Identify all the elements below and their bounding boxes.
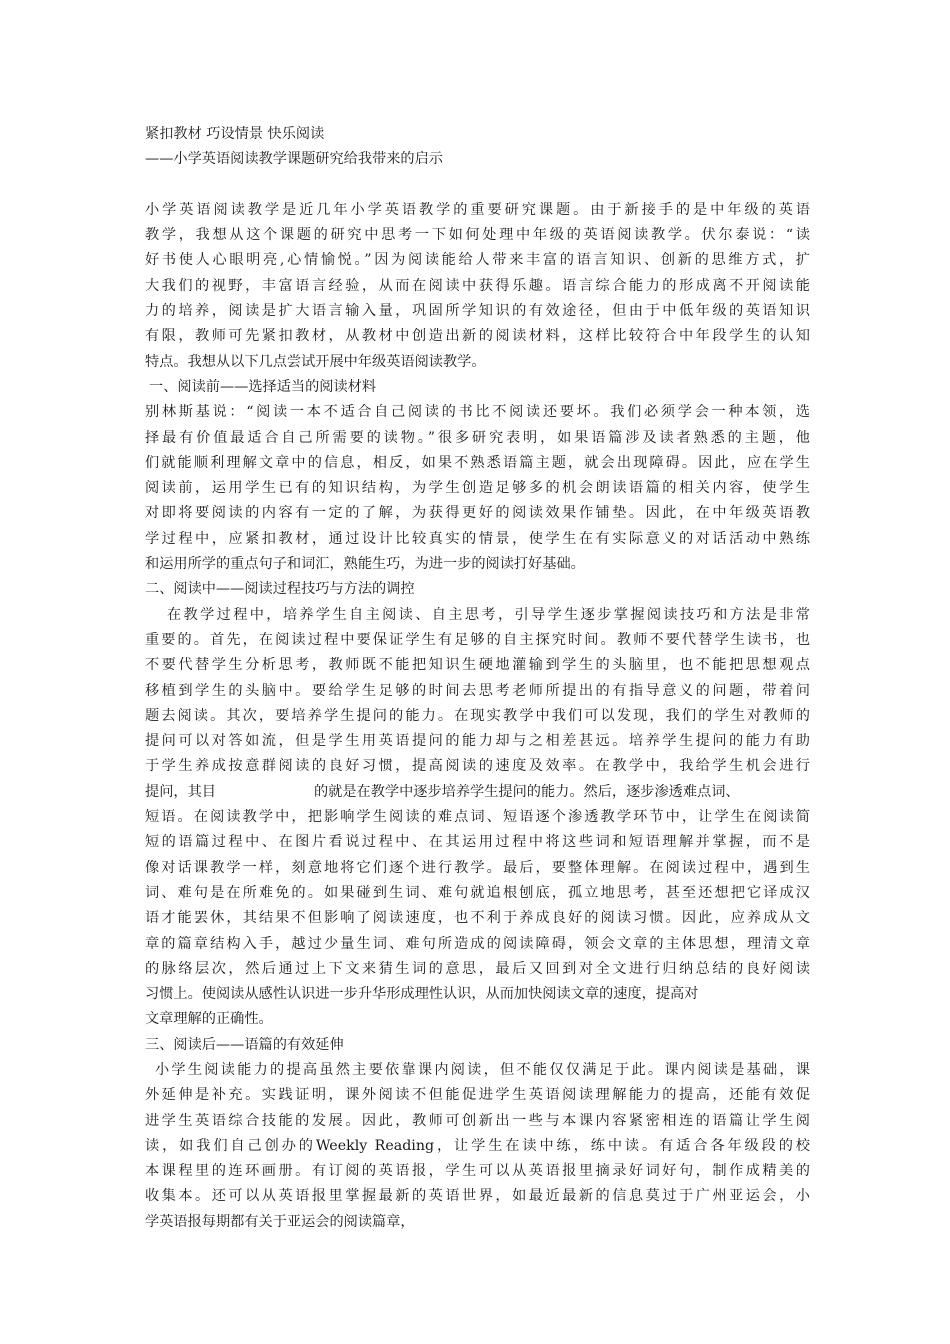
text-line: 和运用所学的重点句子和词汇，熟能生巧，为进一步的阅读打好基础。	[145, 556, 585, 573]
document-subtitle: ——小学英语阅读教学课题研究给我带来的启示	[145, 151, 443, 168]
section-heading: 一、阅读前——选择适当的阅读材料	[149, 378, 377, 395]
text-line: 不要代替学生分析思考，教师既不能把知识生硬地灌输到学生的头脑里，也不能把思想观点	[145, 657, 810, 674]
text-line: 的脉络层次，然后通过上下文来猜生词的意思，最后又回到对全文进行归纳总结的良好阅读	[145, 960, 810, 977]
text-line: 学过程中，应紧扣教材，通过设计比较真实的情景，使学生在有实际意义的对话活动中熟练	[145, 530, 810, 547]
text-line: 习惯上。使阅读从感性认识进一步升华形成理性认识，从而加快阅读文章的速度，提高对	[145, 986, 699, 1003]
text-fragment: 提问，其目	[145, 783, 216, 800]
text-line: 提问可以对答如流，但是学生用英语提问的能力却与之相差甚远。培养学生提问的能力有助	[145, 733, 810, 750]
document-page	[145, 122, 810, 1235]
text-line: 学英语报每期都有关于亚运会的阅读篇章，	[145, 1213, 415, 1230]
text-line: 大我们的视野，丰富语言经验，从而在阅读中获得乐趣。语言综合能力的形成离不开阅读能	[145, 277, 810, 294]
intro-paragraph	[145, 198, 810, 375]
text-line: 有限，教师可先紧扣教材，从教材中创造出新的阅读材料，这样比较符合中年段学生的认知	[145, 328, 810, 345]
text-line: 外延伸是补充。实践证明，课外阅读不但能促进学生英语阅读理解能力的提高，还能有效促	[145, 1087, 810, 1104]
text-line: 读，如我们自己创办的Weekly Reading，让学生在读中练，练中读。有适合各年级段的校	[145, 1137, 810, 1154]
text-line: 短的语篇过程中、在图片看说过程中、在其运用过程中将这些词和短语理解并掌握，而不是	[145, 834, 810, 851]
text-fragment: 的就是在教学中逐步培养学生提问的能力。然后，逐步渗透难点词、	[313, 783, 740, 800]
text-line: 词、难句是在所难免的。如果碰到生词、难句就追根刨底，孤立地思考，甚至还想把它译成汉	[145, 884, 810, 901]
text-line: 力的培养，阅读是扩大语言输入量，巩固所学知识的有效途径，但由于中低年级的英语知识	[145, 303, 810, 320]
text-line: 像对话课教学一样，刻意地将它们逐个进行教学。最后，要整体理解。在阅读过程中，遇到生	[145, 859, 810, 876]
text-line: 收集本。还可以从英语报里掌握最新的英语世界，如最近最新的信息莫过于广州亚运会，小	[145, 1188, 810, 1205]
blank-line	[145, 173, 810, 198]
section3-paragraph	[145, 1058, 810, 1235]
section-heading: 二、阅读中——阅读过程技巧与方法的调控	[145, 581, 415, 598]
text-line: 小学英语阅读教学是近几年小学英语教学的重要研究课题。由于新接手的是中年级的英语	[145, 201, 810, 218]
text-line: 进学生英语综合技能的发展。因此，教师可创新出一些与本课内容紧密相连的语篇让学生阅	[145, 1112, 810, 1129]
section1-paragraph	[145, 400, 810, 577]
text-line	[145, 780, 810, 805]
text-line: 文章理解的正确性。	[145, 1011, 273, 1028]
text-line: 移植到学生的头脑中。要给学生足够的时间去思考老师所提出的有指导意义的问题，带着问	[145, 682, 810, 699]
section2-paragraph	[145, 603, 810, 1033]
text-line: 重要的。首先，在阅读过程中要保证学生有足够的自主探究时间。教师不要代替学生读书，也	[145, 631, 810, 648]
text-line: 阅读前，运用学生已有的知识结构，为学生创造足够多的机会朗读语篇的相关内容，使学生	[145, 480, 810, 497]
text-line: 特点。我想从以下几点尝试开展中年级英语阅读教学。	[145, 353, 486, 370]
text-line: 于学生养成按意群阅读的良好习惯，提高阅读的速度及效率。在教学中，我给学生机会进行	[145, 758, 810, 775]
text-line: 们就能顺利理解文章中的信息，相反，如果不熟悉语篇主题，就会出现障碍。因此，应在学生	[145, 454, 810, 471]
document-title: 紧扣教材 巧设情景 快乐阅读	[145, 126, 325, 142]
text-line: 章的篇章结构入手，越过少量生词、难句所造成的阅读障碍，领会文章的主体思想，理清文章	[145, 935, 810, 952]
section-heading: 三、阅读后——语篇的有效延伸	[145, 1036, 344, 1053]
text-line: 本课程里的连环画册。有订阅的英语报，学生可以从英语报里摘录好词好句，制作成精美的	[145, 1163, 810, 1180]
text-line: 别林斯基说：“阅读一本不适合自己阅读的书比不阅读还要坏。我们必须学会一种本领，选	[145, 404, 810, 421]
text-line: 题去阅读。其次，要培养学生提问的能力。在现实教学中我们可以发现，我们的学生对教师的	[145, 707, 810, 724]
text-line: 对即将要阅读的内容有一定的了解，为获得更好的阅读效果作铺垫。因此，在中年级英语教	[145, 505, 810, 522]
text-line: 好书使人心眼明亮,心情愉悦。”因为阅读能给人带来丰富的语言知识、创新的思维方式，扩	[145, 252, 810, 269]
text-line: 语才能罢休，其结果不但影响了阅读速度，也不利于养成良好的阅读习惯。因此，应养成从文	[145, 910, 810, 927]
text-line: 在教学过程中，培养学生自主阅读、自主思考，引导学生逐步掌握阅读技巧和方法是非常	[167, 606, 810, 623]
text-line: 择最有价值最适合自己所需要的读物。”很多研究表明，如果语篇涉及读者熟悉的主题，他	[145, 429, 810, 446]
text-line: 短语。在阅读教学中，把影响学生阅读的难点词、短语逐个渗透教学环节中，让学生在阅读简	[145, 809, 810, 826]
text-line: 教学，我想从这个课题的研究中思考一下如何处理中年级的英语阅读教学。伏尔泰说：“读	[145, 227, 810, 244]
text-line: 小学生阅读能力的提高虽然主要依靠课内阅读，但不能仅仅满足于此。课内阅读是基础，课	[155, 1061, 810, 1078]
